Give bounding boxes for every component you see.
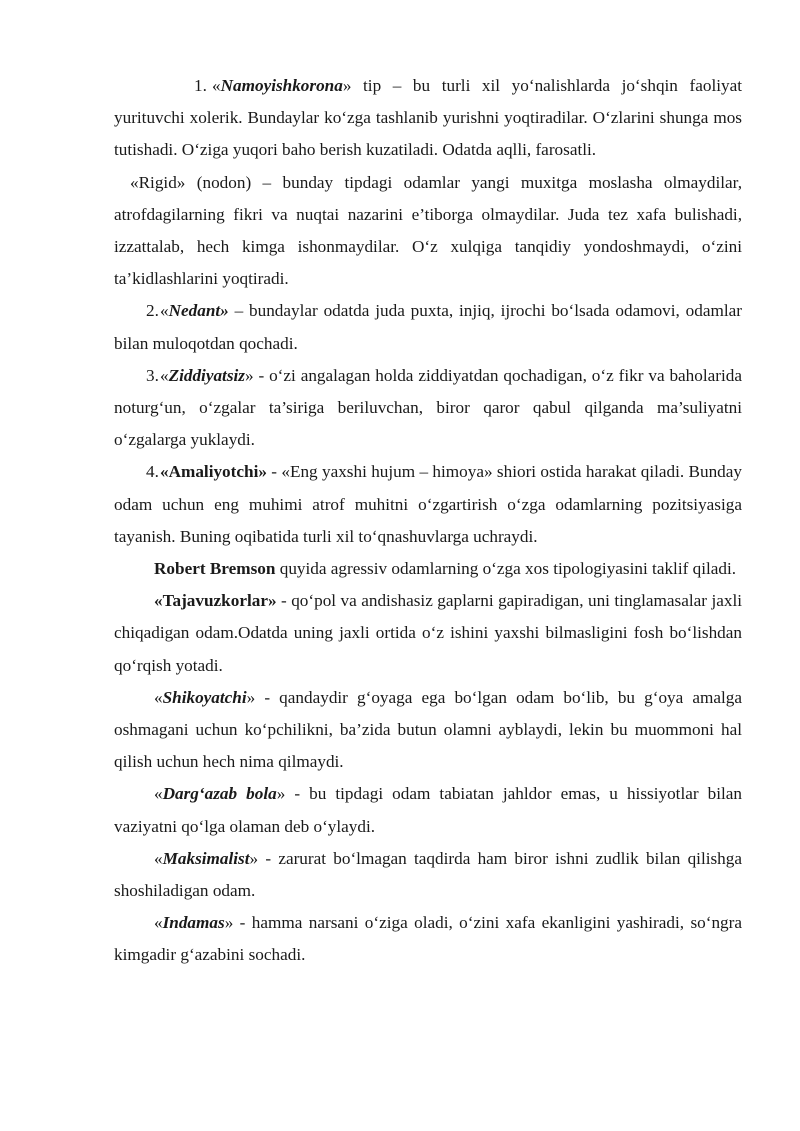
paragraph-dargazab-bola — [114, 778, 742, 842]
quote-close: » — [249, 848, 259, 868]
document-page — [114, 70, 742, 972]
quote-open: « — [154, 687, 163, 707]
term-namoyishkorona: Namoyishkorona — [220, 76, 343, 95]
quote-open: « — [160, 365, 169, 385]
paragraph-ziddiyatsiz — [114, 360, 742, 457]
paragraph-text: «Rigid» (nodon) – bunday tipdagi odamlar yangi muxitga moslasha olmaydilar, atrofdagilarning fikri va nuqtai nazarini e’tiborga olmaydilar. Juda tez xafa bulishadi, izzattalab, hech kimga ishonmaydilar. O‘z xulqiga tanqidiy yondoshmaydi, o‘zini ta’kidlashlarini yoqtiradi. — [114, 172, 742, 289]
paragraph-shikoyatchi — [114, 682, 742, 779]
list-number: 1. — [194, 76, 207, 95]
paragraph-namoyishkorona — [114, 70, 742, 167]
paragraph-indamas — [114, 907, 742, 971]
paragraph-text: - qo‘pol va andishasiz gaplarni gapiradigan, uni tinglamasalar jaxli chiqadigan odam.Odatda uning jaxli ortida o‘z ishini yaxshi bilmasligini fosh bo‘lishdan qo‘rqish yotadi. — [114, 591, 742, 675]
quote-open: « — [154, 784, 163, 804]
paragraph-amaliyotchi — [114, 456, 742, 553]
term-amaliyotchi: «Amaliyotchi» — [160, 462, 267, 482]
paragraph-rigid — [114, 167, 742, 296]
quote-open: « — [154, 913, 163, 933]
list-number: 2. — [146, 301, 159, 321]
paragraph-text: quyida agressiv odamlarning o‘zga xos tipologiyasini taklif qiladi. — [275, 559, 737, 579]
quote-open: « — [212, 76, 221, 95]
paragraph-text: - qandaydir g‘oyaga ega bo‘lgan odam bo‘lib, bu g‘oya amalga oshmagani uchun ko‘pchilikni, ba’zida butun olamni ayblaydi, lekin bu muommoni hal qilish uchun hech nima qilmaydi. — [114, 687, 742, 772]
quote-open: « — [154, 848, 163, 868]
quote-close: » — [244, 365, 254, 385]
list-number: 3. — [146, 365, 159, 385]
paragraph-robert-bremson — [114, 553, 742, 585]
quote-close: » — [276, 784, 286, 804]
paragraph-text: - «Eng yaxshi hujum – himoya» shiori ostida harakat qiladi. Bunday odam uchun eng muhimi atrof muhitni o‘zgartirish o‘zga odamlarning pozitsiyasiga tayanish. Buning oqibatida turli xil to‘qnashuvlarga uchraydi. — [114, 462, 742, 546]
term-shikoyatchi: Shikoyatchi — [162, 687, 247, 707]
paragraph-tajavuzkorlar — [114, 585, 742, 682]
quote-close: » — [224, 913, 234, 933]
paragraph-text: - zarurat bo‘lmagan taqdirda ham biror ishni zudlik bilan qilishga shoshiladigan odam. — [114, 848, 742, 901]
term-tajavuzkorlar: «Tajavuzkorlar» — [154, 591, 277, 611]
term-nedant: Nedant» — [168, 301, 229, 321]
list-number: 4. — [146, 462, 159, 482]
paragraph-maksimalist — [114, 843, 742, 907]
quote-close: » — [246, 687, 256, 707]
paragraph-text: - o‘zi angalagan holda ziddiyatdan qochadigan, o‘z fikr va baholarida noturg‘un, o‘zgalar ta’siriga beriluvchan, biror qaror qabul qilganda ma’suliyatni o‘zgalarga yuklaydi. — [114, 365, 742, 450]
paragraph-text: - bu tipdagi odam tabiatan jahldor emas, u hissiyotlar bilan vaziyatni qo‘lga olaman deb o‘ylaydi. — [114, 784, 742, 836]
paragraph-text: – bundaylar odatda juda puxta, injiq, ijrochi bo‘lsada odamovi, odamlar bilan muloqotdan qochadi. — [114, 301, 742, 353]
paragraph-nedant — [114, 295, 742, 359]
paragraph-text: - hamma narsani o‘ziga oladi, o‘zini xafa ekanligini yashiradi, so‘ngra kimgadir g‘azabini sochadi. — [114, 913, 742, 965]
term-indamas: Indamas — [162, 913, 225, 933]
quote-close: » — [342, 76, 352, 95]
paragraph-text: tip – bu turli xil yo‘nalishlarda jo‘shqin faoliyat yurituvchi xolerik. Bundaylar ko‘zga tashlanib yurishni yoqtiradilar. O‘zlarini shunga mos tutishadi. O‘ziga yuqori baho berish kuzatiladi. Odatda aqlli, farosatli. — [114, 76, 742, 160]
author-name: Robert Bremson — [154, 559, 276, 579]
term-dargazab-bola: Darg‘azab bola — [162, 784, 277, 804]
quote-open: « — [160, 301, 169, 321]
term-maksimalist: Maksimalist — [162, 848, 250, 868]
term-ziddiyatsiz: Ziddiyatsiz — [168, 365, 245, 385]
